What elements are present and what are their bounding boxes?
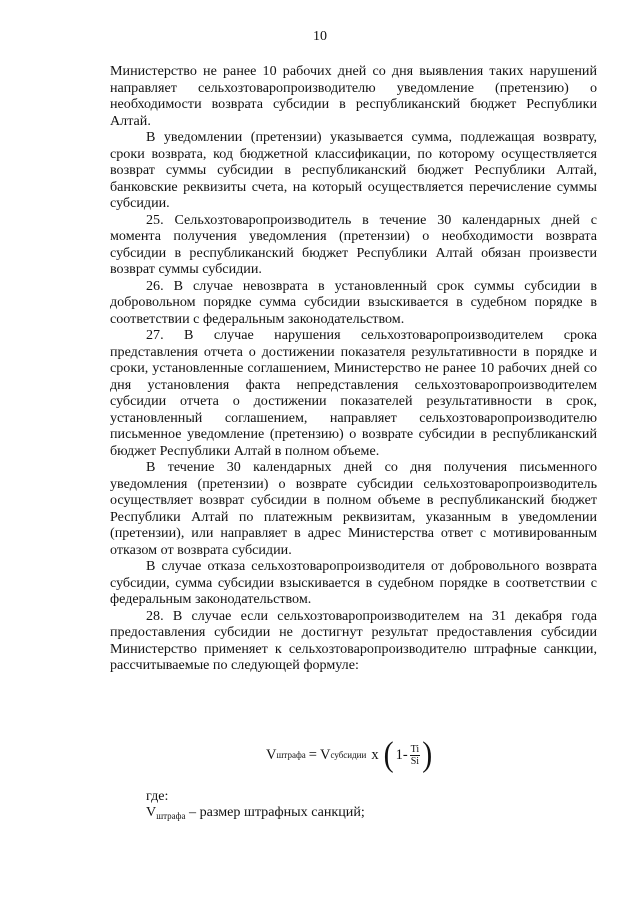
paragraph-item-27: 27. В случае нарушения сельхозтоваропроизводителем срока представления отчета о достижении показателя результативности в порядке и сроки, установленные соглашением, Министерство не ранее 10 рабочих дней со дня установления факта непредставления сельхозтоваропроизводителем субсидии отчета о достижении показателей результативности в срок, установленный соглашением, направляет сельхозтоваропроизводителю письменное уведомление (претензию) о возврате субсидии в республиканский бюджет Республики Алтай в полном объеме. [110,327,597,459]
penalty-formula [266,735,432,775]
where-label: где: [146,788,169,804]
document-body [110,63,597,674]
formula-rhs-subscript: субсидии [330,750,367,760]
formula-denominator: Si [410,755,420,767]
paragraph-item-28: 28. В случае если сельхозтоваропроизводителем на 31 декабря года предоставления субсидии не достигнут результат предоставления субсидии Министерство применяет к сельхозтоваропроизводителю штрафные санкции, рассчитываемые по следующей формуле: [110,607,597,673]
paragraph-item-26: 26. В случае невозврата в установленный срок суммы субсидии в добровольном порядке сумма субсидии взыскивается в судебном порядке в соответствии с федеральным законодательством. [110,277,597,327]
paragraph: Министерство не ранее 10 рабочих дней со дня выявления таких нарушений направляет сельхозтоваропроизводителю уведомление (претензию) о необходимости возврата субсидии в республиканский бюджет Республики Алтай. [110,63,597,129]
formula-paren-open: ( [383,735,394,774]
formula-fraction [410,744,421,767]
paragraph-item-25: 25. Сельхозтоваропроизводитель в течение 30 календарных дней с момента получения уведомления (претензии) о необходимости возврата субсидии в республиканский бюджет Республики Алтай обязан произвести возврат суммы субсидии. [110,211,597,277]
definition-symbol: V [146,804,157,820]
formula-one-minus: 1- [395,746,408,763]
definition-line [146,804,365,821]
formula-numerator: Ti [410,743,420,755]
page-number: 10 [313,29,327,44]
formula-rhs: V [319,746,331,763]
paragraph: В уведомлении (претензии) указывается сумма, подлежащая возврату, сроки возврата, код бюджетной классификации, по которому осуществляется возврат суммы субсидии в республиканский бюджет Республики Алтай, банковские реквизиты счета, на который осуществляется перечисление суммы субсидии. [110,129,597,211]
definition-text: – размер штрафных санкций; [185,804,365,820]
definition-symbol-subscript: штрафа [156,811,186,821]
formula-lhs: V [266,746,277,763]
paragraph: В течение 30 календарных дней со дня получения письменного уведомления (претензии) о возврате субсидии сельхозтоваропроизводитель осуществляет возврат субсидии в полном объеме в республиканский бюджет Республики Алтай по платежным реквизитам, указанным в уведомлении (претензии), или направляет в адрес Министерства ответ с мотивированным отказом от возврата субсидии. [110,459,597,558]
formula-lhs-subscript: штрафа [276,750,306,760]
paragraph: В случае отказа сельхозтоваропроизводителя от добровольного возврата субсидии, сумма субсидии взыскивается в судебном порядке в соответствии с федеральным законодательством. [110,558,597,607]
formula-paren-close: ) [422,735,433,774]
formula-times: x [371,746,379,763]
formula-equals: = [308,746,317,763]
